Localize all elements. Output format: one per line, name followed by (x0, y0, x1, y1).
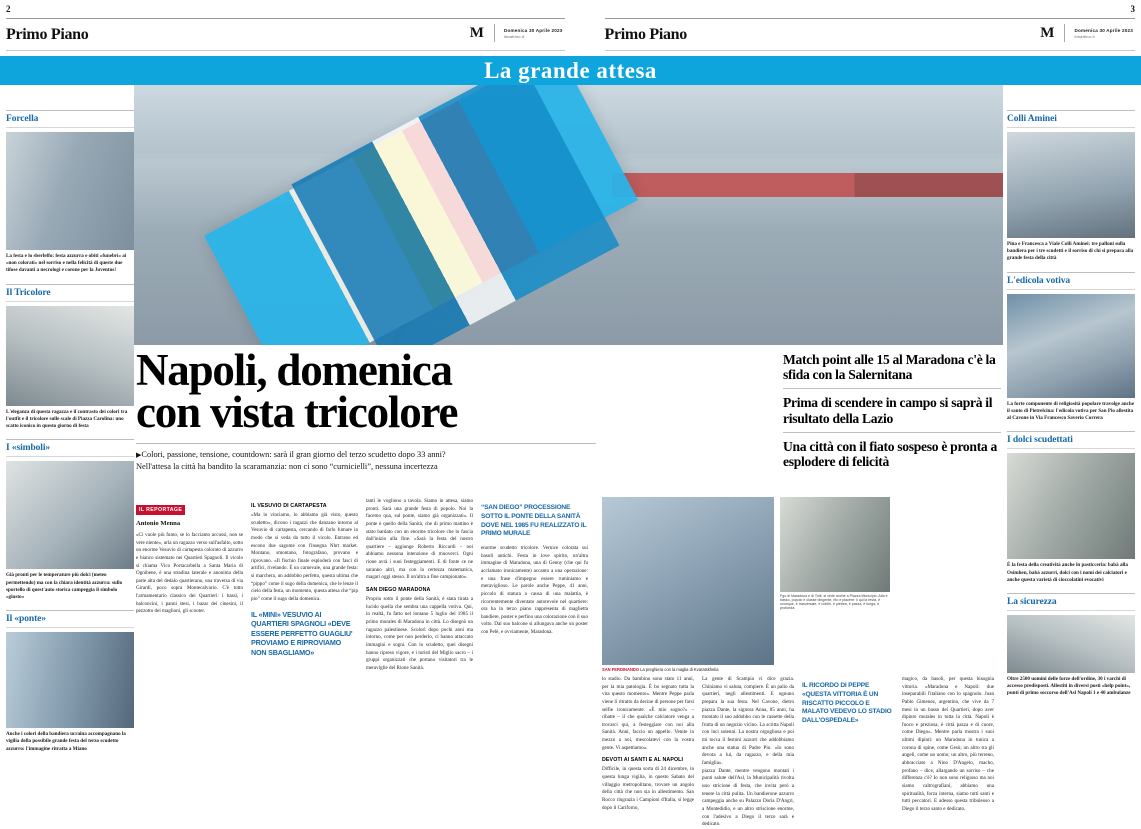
sidebar-left-caption-1: L'eleganza di questa ragazza e il contrasto dei colori tra l'outfit e il tricolore sulle scale di Piazza Carolina: uno scatto iconico in questo giorno di festa (6, 409, 134, 431)
sidebar-right-rule-0 (1007, 110, 1135, 111)
article-column-4-text: enorme scudetto tricolore. Vernice colorata sui basoli antichi. Festa in love spirito, un'altra immagine di Maradona, una di Genny (che qui fu acclamato ironicamente) accanto a una operazione: e una frase d'impegno essere ruminiamo e meraviglioso. Le parole anche Peppe, 41 anni, piccolo di statura a causa di una malattia, è ricorrentemente diventato autorevole nel quartiere: ora ha in terzo piano rappresenta di maglietta bandiere, poster e perfino una colorazione con il suo volto. Dal suo balcone si allungava anche un poster con Pelè, e ovviamente, Maradona. (481, 545, 588, 637)
masthead-divider (494, 24, 495, 42)
sidebar-left-caption-0: La festa e lo sberleffo: festa azzurra e obiti «funebri» ai «non colorati» nel sorriso e nella felicità di queste due tifose davanti a necrologi e corone per la Juventus! (6, 253, 134, 275)
sidebar-left-photo-art-2 (6, 461, 134, 569)
masthead-left (6, 22, 88, 48)
headline-line-2: con vista tricolore (136, 392, 596, 434)
masthead-divider-right (1064, 24, 1065, 42)
sidebar-right-rule-2 (1007, 431, 1135, 432)
sidebar-left-photo-art-1 (6, 306, 134, 406)
peppe-photo-art (780, 497, 890, 592)
article-subhead-3: DEVOTI AI SANTI E AL NAPOLI (602, 757, 694, 763)
sidebar-left-kicker-2: I «simboli» (6, 443, 134, 453)
sidebar-right-rule2-1 (1007, 289, 1135, 290)
sidebar-left-photo-0 (6, 132, 134, 250)
sidebar-right-photo-3 (1007, 615, 1135, 673)
masthead-meta-right (1040, 24, 1133, 42)
sidebar-right-photo-art-1 (1007, 294, 1135, 398)
sidebar-left-photo-1 (6, 306, 134, 406)
right-column-1-text-b: Difficile, in questa sorta di 24 dicembre, in questa lunga vigilia, in questo Sabato del villaggio metropolitano, trovare un angolo della città che non sia in allestimento. San Rocco ringrazia i Campioni d'Italia, si legge dopo il Cariforno, (602, 766, 694, 812)
sidebar-left-block-3[interactable] (6, 610, 134, 753)
sidebar-left-caption-3: Anche i colori della bandiera ucraina accompagnano la vigilia della possibile grande festa del terzo scudetto azzurro: l'immagine ritratta a Miano (6, 731, 134, 753)
peppe-photo (780, 497, 890, 592)
masthead-rule-top (6, 18, 565, 19)
masthead-website-right: ilmattino.it (1074, 34, 1133, 39)
center-photo-art (602, 497, 774, 665)
masthead-meta-left (470, 24, 563, 42)
sidebar-left-rule-0 (6, 110, 134, 111)
folio-right: 3 (1131, 4, 1136, 14)
sidebar-left-rule2-2 (6, 456, 134, 457)
article-subhead-2: SAN DIEGO MARADONA (366, 587, 473, 593)
bullet-arrow-icon: ▶ (136, 451, 141, 459)
masthead-rule-bottom (6, 50, 565, 51)
standfirst (136, 449, 596, 473)
masthead-rule-bottom-right (605, 50, 1136, 51)
folio-left: 2 (6, 4, 11, 14)
sidebar-right-photo-art-2 (1007, 453, 1135, 559)
sidebar-right-caption-2: È la festa della creatività anche in pasticceria: babà alla Osimhen, babà azzurri, dolci con i nomi dei calciatori e anche questa varietà di cioccolatini evocativi (1007, 562, 1135, 584)
sidebar-left-block-2[interactable] (6, 439, 134, 601)
sidebar-right-rule-1 (1007, 272, 1135, 273)
sidebar-right-kicker-2: I dolci scudettati (1007, 435, 1135, 445)
sidebar-left-rule2-0 (6, 127, 134, 128)
sidebar-right-kicker-0: Colli Aminei (1007, 114, 1135, 124)
article-byline: Antonio Menna (136, 520, 243, 527)
sidebar-right-photo-art-0 (1007, 132, 1135, 238)
hero-photo (134, 85, 1003, 345)
sidebar-right-caption-1: La forte componente di religiosità popolare travolge anche il santo di Pietrelcina: l'edicola votiva per San Pio allestita al Cavone in Via Francesco Saverio Correra (1007, 401, 1135, 423)
masthead-dateblock (500, 28, 563, 39)
center-photo-caption-label: SAN FERDINANDO (602, 667, 639, 672)
sidebar-right-rule2-3 (1007, 610, 1135, 611)
article-column-3-text-b: Proprio sotto il ponte della Sanità, è stata tirata a lucido quella che sembra una cappella votiva. Qui, in realtà, fu fatto nel lontano 5 luglio del 1985 il primo murales di Maradona in città. Lo disegnò un ragazzo palestinese. Scolorì dopo pochi anni ma intorno, come per non perderlo, ci hanno attaccato immagini e sogni. Con lo scudetto, quei disegni hanno ripreso vigore, e i turisti del Miglio sacro – i gruppi organizzati che portano visitatori tra le meraviglie del Rione Sanità. (366, 596, 473, 672)
sidebar-left-rule2-1 (6, 301, 134, 302)
standfirst-line-2: Nell'attesa la città ha bandito la scaramanzia: non ci sono “curnicielli”, nessuna incertezza (136, 462, 438, 471)
masthead-dateblock-right (1070, 28, 1133, 39)
sidebar-right-photo-2 (1007, 453, 1135, 559)
secondary-headline-stack (783, 352, 1001, 475)
sidebar-left-kicker-1: Il Tricolore (6, 288, 134, 298)
sidebar-left-kicker-3: Il «ponte» (6, 614, 134, 624)
standfirst-line-1: Colori, passione, tensione, countdown: sarà il gran giorno del terzo scudetto dopo 33 anni? (141, 450, 445, 459)
secondary-rule-1 (783, 388, 1001, 389)
hero-photo-art (134, 85, 1003, 345)
sidebar-left-rule-3 (6, 610, 134, 611)
hero-roofline (612, 173, 1003, 196)
masthead-title: Primo Piano (6, 26, 88, 44)
right-column-4-text: magico, da basoli, per questa bisognia vittoria. «Maradona e Napoli: due inseparabili l'italiano con lo spagnolo. Juan Pablo Gimenez, argentino, che vive da 7 mesi in un basso dei Quartieri, dopo aver dipinto murales in tutta la città. Napoli è fuoco e preziosa, è città pazza e di cuore, come Diego». Mentre parla mostra i suoi ultimi dipinti: un Maradona in tunica a corona di spine, come Gesù; un altro tra gli angeli, come un uomo; un altro, più terreno, abbracciato a Nino D'Angelo, macho, profano – dice, allargando un sorriso – che differenza c'è? Io non sono religioso ma noi siamo caltrografiani, abbiamo una spiritualità, forza interna, siamo tutti santi e tutti peccatori. E adesso questa tribuleoso a Diego il terzo santo e dedicato. (902, 676, 994, 814)
article-pull-quote-3: IL RICORDO DI PEPPE «QUESTA VITTORIA È UN RISCATTO PICCOLO E MALATO VEDEVO LO STADIO DALL'OSPEDALE» (802, 682, 894, 726)
sidebar-left-photo-3 (6, 632, 134, 728)
masthead-website: ilmattino.it (504, 34, 563, 39)
sidebar-right-caption-0: Pina e Francesca a Viale Colli Aminei: tre palloni sulla bandiera per i tre scudetti e il sorriso di chi si prepara alla grande festa della città (1007, 241, 1135, 263)
center-photo (602, 497, 774, 665)
article-column-4 (481, 498, 588, 672)
sidebar-left-photo-art-0 (6, 132, 134, 250)
sidebar-right-photo-1 (1007, 294, 1135, 398)
sidebar-left-block-0[interactable] (6, 110, 134, 275)
sidebar-left-photo-art-3 (6, 632, 134, 728)
right-column-2-text: La gente di Scampia vi dice grazia. Chiniamo vi saluta, compiere. È un palio da quartieri, negli allestimenti. E ognuno prepara la sua festa. Nel Cavone, dietro piazza Dante, la signora Anna, 85 anni, ha montato il suo addobbo con le cassette della frutta di un negozio vicino. La scritta Napoli con luci solenni. La nostra orgogliosa e poi mi tocca il festoni azzurri che addobbiamo anche una statua di Padre Pio. «Io sono devota a lui, da ragazzo, e della mia famiglia». (702, 676, 794, 768)
masthead-rule-top-right (605, 18, 1136, 19)
secondary-headline-3[interactable]: Una città con il fiato sospeso è pronta a esplodere di felicità (783, 439, 1001, 469)
article-column-2 (251, 498, 358, 672)
sidebar-left-photo-2 (6, 461, 134, 569)
sidebar-left-block-1[interactable] (6, 284, 134, 431)
right-column-3 (802, 676, 894, 829)
sidebar-right-block-1[interactable] (1007, 272, 1135, 423)
masthead-right (605, 22, 687, 48)
mattino-logo-icon: M (470, 26, 489, 41)
sidebar-left-kicker-0: Forcella (6, 114, 134, 124)
masthead-title-right: Primo Piano (605, 26, 687, 44)
peppe-photo-caption: Fgo di Maradona e di Totti, si vede anche a Piazza Municipio. Alta è basso, popolo e classe dirigente, rito e piacere: il qui la festa, è ovunque, è trasversale, è nobile, è plebea, è pazza, è lunga, è profonda. (780, 594, 890, 610)
center-photo-caption (602, 667, 774, 672)
sidebar-left-caption-2: Già pronti per le temperature più dolci (meteo permettendo) ma con la chiara identità azzurra: sullo sportello di quest'auto storica campeggia il simbolo «giusto» (6, 572, 134, 601)
article-tagline: IL REPORTAGE (136, 505, 185, 515)
masthead-date: Domenica 30 Aprile 2023 (504, 28, 563, 33)
sidebar-right-photo-art-3 (1007, 615, 1135, 673)
article-pull-quote-2: “SAN DIEGO” PROCESSIONE SOTTO IL PONTE DELLA SANITÀ DOVE NEL 1985 FU REALIZZATO IL PRIMO MURALE (481, 504, 588, 539)
center-photo-caption-text: La preghiera con la maglia di Kvaratskhelia (640, 667, 718, 672)
article-lead-paragraph: «Ci vuole più fumo, se lo facciamo accussì, non se vere niente», urla un ragazzo verso sull'asfalto, sotto un enorme Vesuvio di cartapesta colorato di azzurro e bianco sistemato nei Quartieri Spagnoli. Il vicolo si chiama Vico Portacarbella a Santa Maria di Ognibene, è una stradina laterale e anonima della parte alta del dedalo quartierano, una traversa di via Girardi, poco sopra Montecalvario. C'è tutto l'armamentario classico dei Quartieri: i bassi, i balconcini, i panni stesi, i bazar dei cinesini, il pezzotto dei maglioni, gli scooter. (136, 532, 243, 616)
section-banner-title: La grande attesa (0, 57, 1141, 85)
mattino-logo-icon-right: M (1040, 26, 1059, 41)
right-page-columns (602, 676, 1001, 829)
sidebar-right-caption-3: Oltre 2500 uomini delle forze dell'ordine, 30 i varchi di accesso predisposti. Allestiti in diversi posti «help point», punti di primo soccorso dell'Asl Napoli 1 e 40 ambulanze (1007, 676, 1135, 698)
right-column-4 (902, 676, 994, 829)
article-column-1 (136, 498, 243, 672)
sidebar-right (1007, 110, 1135, 707)
sidebar-right-rule-3 (1007, 593, 1135, 594)
main-headline-block (136, 350, 596, 473)
article-body-columns (136, 498, 601, 672)
sidebar-right-block-0[interactable] (1007, 110, 1135, 263)
right-column-2-text-b: piazza Dante, mentre vengono montati i punti salute dell'Asl, la Municipalità rivolta uno stricione di festa, che invita però a tenere la città pulita. Un bandierone azzurro campeggia anche su Palazzo Doria D'Angri, a Montedidio, e un altro striscione enorme, con l'adesivo a Diego il terzo sarà e dedicato. (702, 768, 794, 829)
right-column-1-text: lo stadio. Da bambino sono stato 11 anni, per la mia patologia. È bo segnato tutta la vita questo momento». Mentre Peppe parla viene lì ritratto da decine di persone per farsi selfie ironicamente. «È mio sogno?» – ribatte – il che qualche calciatore venga a trovarci qui, a festeggiare con noi alla Sanità. Anni, faccio un appello. Venite in mezzo a noi, mescolatevi con la vostra gente. Vi aspettiamo». (602, 676, 694, 752)
sidebar-left-rule-1 (6, 284, 134, 285)
sidebar-right-photo-0 (1007, 132, 1135, 238)
sidebar-left-rule-2 (6, 439, 134, 440)
sidebar-right-kicker-3: La sicurezza (1007, 597, 1135, 607)
secondary-headline-2[interactable]: Prima di scendere in campo si saprà il risultato della Lazio (783, 395, 1001, 425)
article-column-3 (366, 498, 473, 672)
sidebar-left-rule2-3 (6, 627, 134, 628)
sidebar-right-rule2-0 (1007, 127, 1135, 128)
article-column-2-text: «Ma io vinciamo, lo abbiamo già visto, questo scudetto», dicono i ragazzi che danzano intorno al Vesuvio di cartapesta, cercando di farlo fumare in modo che si veda da tutto il vicolo. Entrano ed escono due sagome con l'insegna Nhrt market. Montano, smontano, fotografano, provano e riprovano. «Il fischio finale esploderà con fasci di artifici, rivelando. È un carnevale, una grande festa: si marchera, un addobbo perfetto, questa ultima che “pippo” come il sugo della domenica, che le lenze il cielo della festa, un momento, questa attesa che “pip pio” come il sugo della domenica. (251, 512, 358, 604)
sidebar-right-rule2-2 (1007, 448, 1135, 449)
masthead-date-right: Domenica 30 Aprile 2023 (1074, 28, 1133, 33)
sidebar-right-kicker-1: L'edicola votiva (1007, 276, 1135, 286)
sidebar-left (6, 110, 134, 762)
article-column-3-text: tanti le vogliono a tavola. Siamo in attesa, siamo pronti. Sarà una grande festa di popolo. Noi la facemo qua, sul ponte, siamo già organizzati». Il ponte è quello della Sanità, che di primo mattino è stato bardato con un enorme tricolore che lo fascia dall'inizio alla fine. «Sarà la festa del nostro quartiere – aggiunge Roberto Riccardi – noi abbiamo nessuna intenzione di muoverci. Ogni rione avrà i suoi festeggiamenti. E di fonte ce ne saranno altri, ma con la certezza matematica, magari oggi stesso. Il un'altra a fine campionato». (366, 498, 473, 582)
article-pull-quote-1: IL «MINI» VESUVIO AI QUARTIERI SPAGNOLI «DEVE ESSERE PERFETTO GUAGLIU' PROVIAMO E RIPROVIAMO NON SBAGLIAMO» (251, 610, 358, 658)
secondary-headline-1[interactable]: Match point alle 15 al Maradona c'è la sfida con la Salernitana (783, 352, 1001, 382)
article-subhead-1: IL VESUVIO DI CARTAPESTA (251, 503, 358, 509)
sidebar-right-block-2[interactable] (1007, 431, 1135, 584)
right-column-2 (702, 676, 794, 829)
right-column-1 (602, 676, 694, 829)
headline-line-1: Napoli, domenica (136, 350, 596, 392)
headline-rule (136, 443, 596, 444)
sidebar-right-block-3[interactable] (1007, 593, 1135, 698)
secondary-rule-2 (783, 432, 1001, 433)
